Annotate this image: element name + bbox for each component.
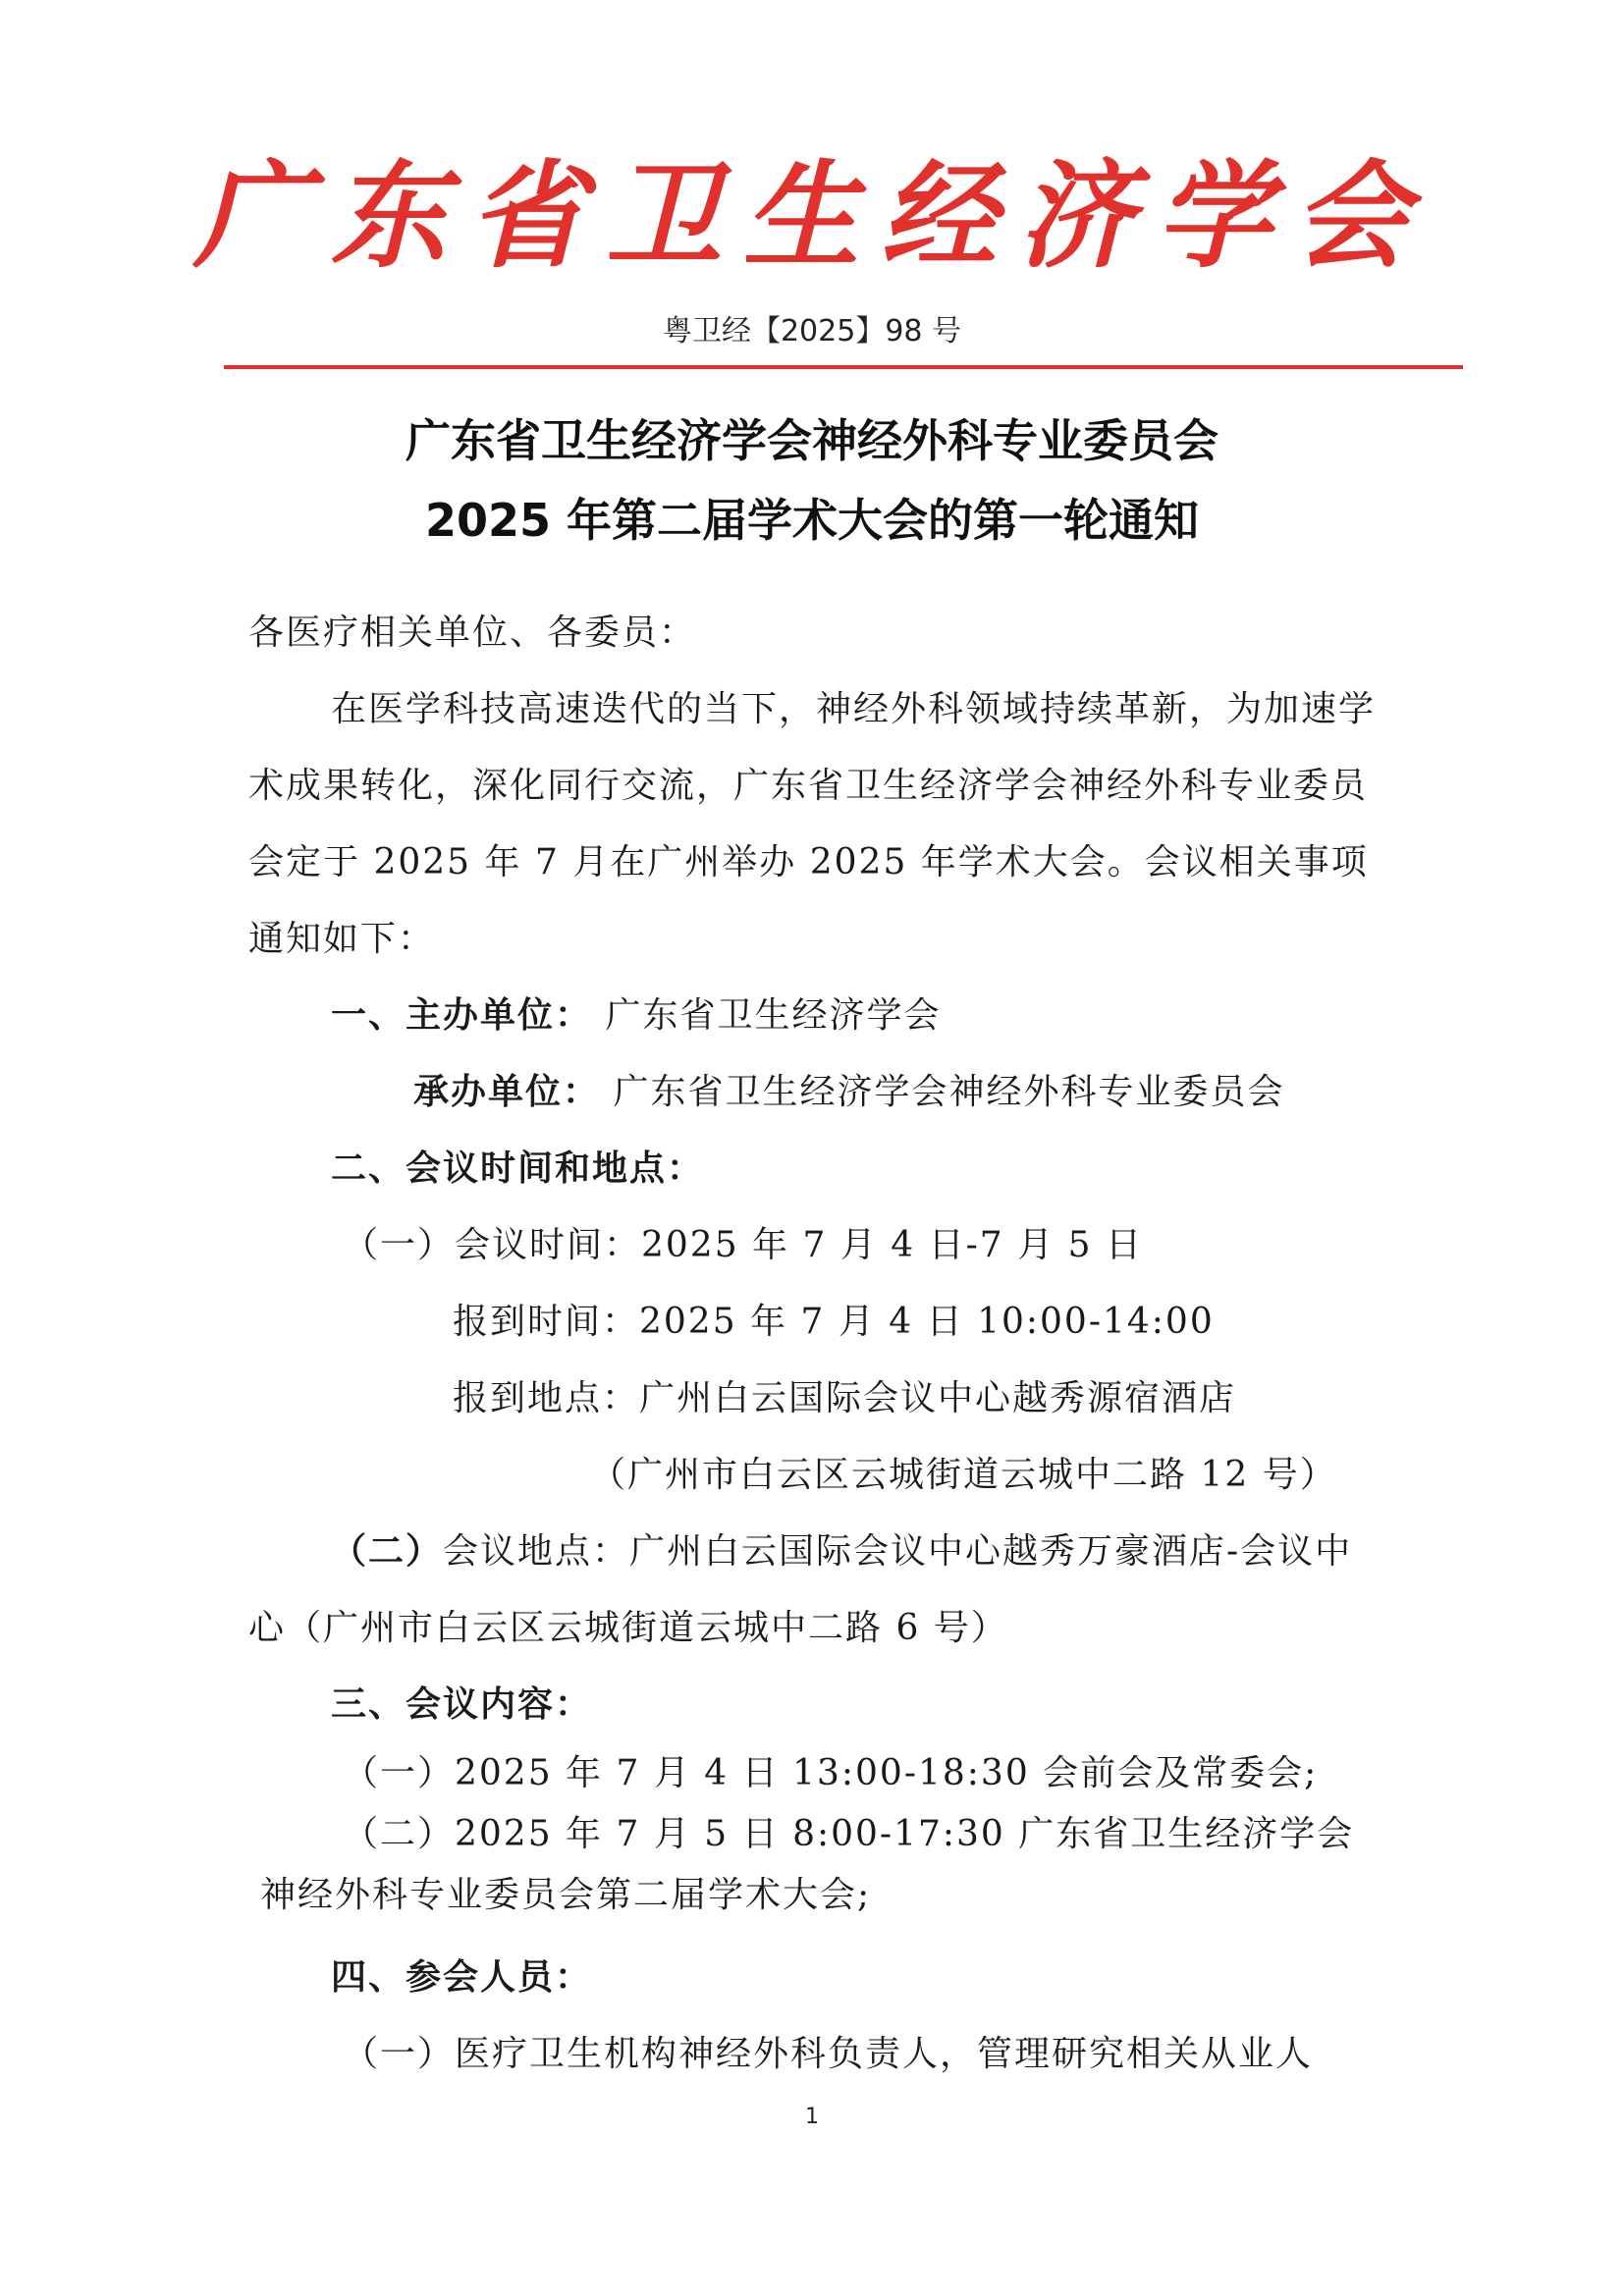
venue-text: 会议地点：广州白云国际会议中心越秀万豪酒店-会议中心（广州市白云区云城街道云城中二路 6 号） <box>248 1531 1353 1648</box>
content-item-1: （一）2025 年 7 月 4 日 13:00-18:30 会前会及常委会; <box>343 1753 1319 1793</box>
host-unit: 广东省卫生经济学会 <box>605 995 942 1036</box>
section-time-place <box>248 1131 1385 1207</box>
salutation: 各医疗相关单位、各委员： <box>248 613 697 653</box>
organizer-label: 承办单位： <box>413 1072 601 1112</box>
document-body <box>248 595 1385 2093</box>
intro-paragraph: 在医学科技高速迭代的当下，神经外科领域持续革新，为加速学术成果转化，深化同行交流，广东省卫生经济学会神经外科专业委员会定于 2025 年 7 月在广州举办 2025 年学术大会。会议相关事项通知如下： <box>248 689 1377 959</box>
content-item-2: （二）2025 年 7 月 5 日 8:00-17:30 广东省卫生经济学会神经外科专业委员会第二届学术大会; <box>260 1814 1355 1915</box>
section-content <box>248 1667 1385 1743</box>
meeting-time: （一）会议时间：2025 年 7 月 4 日-7 月 5 日 <box>343 1225 1143 1265</box>
section-heading-host: 一、主办单位： <box>331 995 593 1036</box>
document-title-line1: 广东省卫生经济学会神经外科专业委员会 <box>406 414 1218 467</box>
section-host <box>248 978 1385 1054</box>
section-heading-attendees: 四、参会人员： <box>331 1957 593 1998</box>
checkin-address: （广州市白云区云城街道云城中二路 12 号） <box>590 1455 1337 1495</box>
checkin-place: 报到地点：广州白云国际会议中心越秀源宿酒店 <box>453 1378 1237 1418</box>
venue-label: （二） <box>331 1531 444 1572</box>
section-organizer <box>248 1054 1385 1131</box>
org-masthead: 广东省卫生经济学会 <box>192 147 1431 284</box>
attendees-item-1: （一）医疗卫生机构神经外科负责人，管理研究相关从业人 <box>343 2034 1314 2074</box>
page-number: 1 <box>805 2105 819 2129</box>
meeting-venue <box>248 1514 1385 1667</box>
section-attendees <box>248 1940 1385 2016</box>
checkin-time: 报到时间：2025 年 7 月 4 日 10:00-14:00 <box>453 1302 1215 1342</box>
document-title-line2: 2025 年第二届学术大会的第一轮通知 <box>424 494 1200 547</box>
section-heading-content: 三、会议内容： <box>331 1684 593 1725</box>
organizer-unit: 广东省卫生经济学会神经外科专业委员会 <box>613 1072 1285 1112</box>
red-divider <box>224 365 1463 369</box>
section-heading-time-place: 二、会议时间和地点： <box>331 1148 705 1189</box>
document-number: 粤卫经【2025】98 号 <box>662 314 962 348</box>
